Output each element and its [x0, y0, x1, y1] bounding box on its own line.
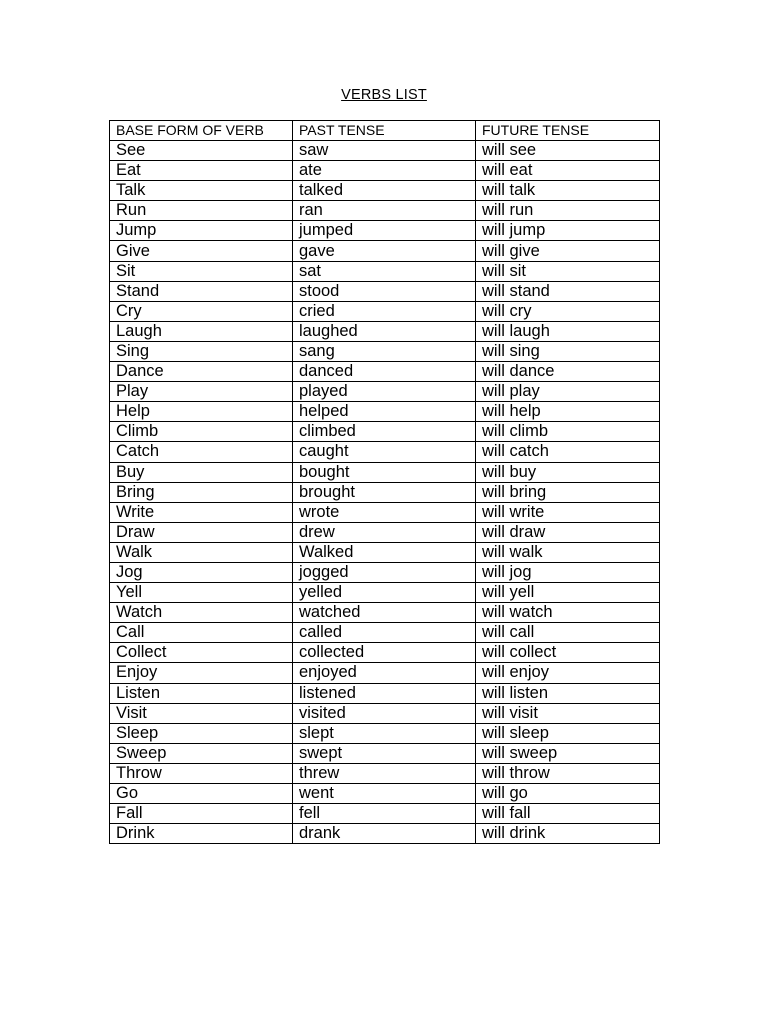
- past-tense-cell: yelled: [293, 583, 476, 603]
- past-tense-cell: gave: [293, 241, 476, 261]
- past-tense-cell: ran: [293, 201, 476, 221]
- past-tense-cell: slept: [293, 723, 476, 743]
- future-tense-cell: will go: [476, 784, 660, 804]
- past-tense-cell: played: [293, 382, 476, 402]
- future-tense-cell: will sit: [476, 261, 660, 281]
- future-tense-cell: will help: [476, 402, 660, 422]
- column-header-base-form: BASE FORM OF VERB: [110, 121, 293, 141]
- past-tense-cell: caught: [293, 442, 476, 462]
- future-tense-cell: will throw: [476, 763, 660, 783]
- base-form-cell: Dance: [110, 362, 293, 382]
- base-form-cell: Sweep: [110, 743, 293, 763]
- column-header-past-tense: PAST TENSE: [293, 121, 476, 141]
- table-row: [110, 683, 660, 703]
- future-tense-cell: will watch: [476, 603, 660, 623]
- table-row: [110, 241, 660, 261]
- future-tense-cell: will draw: [476, 522, 660, 542]
- table-row: [110, 562, 660, 582]
- base-form-cell: Throw: [110, 763, 293, 783]
- past-tense-cell: wrote: [293, 502, 476, 522]
- table-row: [110, 261, 660, 281]
- table-row: [110, 402, 660, 422]
- future-tense-cell: will jog: [476, 562, 660, 582]
- base-form-cell: Drink: [110, 824, 293, 844]
- base-form-cell: Play: [110, 382, 293, 402]
- table-row: [110, 643, 660, 663]
- table-row: [110, 763, 660, 783]
- past-tense-cell: saw: [293, 141, 476, 161]
- past-tense-cell: helped: [293, 402, 476, 422]
- table-row: [110, 663, 660, 683]
- base-form-cell: Visit: [110, 703, 293, 723]
- table-row: [110, 442, 660, 462]
- past-tense-cell: danced: [293, 362, 476, 382]
- base-form-cell: See: [110, 141, 293, 161]
- base-form-cell: Run: [110, 201, 293, 221]
- table-row: [110, 743, 660, 763]
- base-form-cell: Go: [110, 784, 293, 804]
- base-form-cell: Bring: [110, 482, 293, 502]
- future-tense-cell: will see: [476, 141, 660, 161]
- past-tense-cell: brought: [293, 482, 476, 502]
- future-tense-cell: will eat: [476, 161, 660, 181]
- past-tense-cell: sat: [293, 261, 476, 281]
- column-header-future-tense: FUTURE TENSE: [476, 121, 660, 141]
- future-tense-cell: will call: [476, 623, 660, 643]
- table-row: [110, 583, 660, 603]
- past-tense-cell: went: [293, 784, 476, 804]
- base-form-cell: Call: [110, 623, 293, 643]
- base-form-cell: Eat: [110, 161, 293, 181]
- base-form-cell: Sit: [110, 261, 293, 281]
- base-form-cell: Buy: [110, 462, 293, 482]
- verbs-table-body: [110, 141, 660, 844]
- future-tense-cell: will sleep: [476, 723, 660, 743]
- base-form-cell: Talk: [110, 181, 293, 201]
- future-tense-cell: will write: [476, 502, 660, 522]
- future-tense-cell: will jump: [476, 221, 660, 241]
- table-row: [110, 502, 660, 522]
- future-tense-cell: will fall: [476, 804, 660, 824]
- future-tense-cell: will collect: [476, 643, 660, 663]
- future-tense-cell: will sing: [476, 341, 660, 361]
- table-row: [110, 703, 660, 723]
- past-tense-cell: listened: [293, 683, 476, 703]
- past-tense-cell: threw: [293, 763, 476, 783]
- past-tense-cell: stood: [293, 281, 476, 301]
- table-row: [110, 341, 660, 361]
- past-tense-cell: drank: [293, 824, 476, 844]
- base-form-cell: Draw: [110, 522, 293, 542]
- past-tense-cell: called: [293, 623, 476, 643]
- table-row: [110, 462, 660, 482]
- future-tense-cell: will give: [476, 241, 660, 261]
- verbs-table: [109, 120, 660, 844]
- base-form-cell: Give: [110, 241, 293, 261]
- future-tense-cell: will yell: [476, 583, 660, 603]
- future-tense-cell: will drink: [476, 824, 660, 844]
- future-tense-cell: will catch: [476, 442, 660, 462]
- table-row: [110, 221, 660, 241]
- past-tense-cell: drew: [293, 522, 476, 542]
- future-tense-cell: will walk: [476, 542, 660, 562]
- past-tense-cell: swept: [293, 743, 476, 763]
- past-tense-cell: watched: [293, 603, 476, 623]
- base-form-cell: Laugh: [110, 321, 293, 341]
- table-row: [110, 382, 660, 402]
- past-tense-cell: visited: [293, 703, 476, 723]
- base-form-cell: Yell: [110, 583, 293, 603]
- past-tense-cell: collected: [293, 643, 476, 663]
- table-row: [110, 362, 660, 382]
- base-form-cell: Collect: [110, 643, 293, 663]
- future-tense-cell: will laugh: [476, 321, 660, 341]
- past-tense-cell: talked: [293, 181, 476, 201]
- base-form-cell: Enjoy: [110, 663, 293, 683]
- document-title: VERBS LIST: [341, 87, 427, 103]
- future-tense-cell: will climb: [476, 422, 660, 442]
- future-tense-cell: will sweep: [476, 743, 660, 763]
- future-tense-cell: will play: [476, 382, 660, 402]
- past-tense-cell: laughed: [293, 321, 476, 341]
- future-tense-cell: will buy: [476, 462, 660, 482]
- table-row: [110, 542, 660, 562]
- table-row: [110, 141, 660, 161]
- table-row: [110, 482, 660, 502]
- future-tense-cell: will cry: [476, 301, 660, 321]
- future-tense-cell: will enjoy: [476, 663, 660, 683]
- table-row: [110, 161, 660, 181]
- table-row: [110, 784, 660, 804]
- table-header-row: [110, 121, 660, 141]
- table-row: [110, 824, 660, 844]
- past-tense-cell: jumped: [293, 221, 476, 241]
- table-row: [110, 623, 660, 643]
- past-tense-cell: enjoyed: [293, 663, 476, 683]
- base-form-cell: Jump: [110, 221, 293, 241]
- past-tense-cell: ate: [293, 161, 476, 181]
- past-tense-cell: fell: [293, 804, 476, 824]
- past-tense-cell: sang: [293, 341, 476, 361]
- base-form-cell: Write: [110, 502, 293, 522]
- base-form-cell: Watch: [110, 603, 293, 623]
- future-tense-cell: will bring: [476, 482, 660, 502]
- base-form-cell: Listen: [110, 683, 293, 703]
- future-tense-cell: will listen: [476, 683, 660, 703]
- table-row: [110, 804, 660, 824]
- past-tense-cell: jogged: [293, 562, 476, 582]
- table-row: [110, 603, 660, 623]
- base-form-cell: Sing: [110, 341, 293, 361]
- future-tense-cell: will visit: [476, 703, 660, 723]
- base-form-cell: Cry: [110, 301, 293, 321]
- future-tense-cell: will run: [476, 201, 660, 221]
- base-form-cell: Fall: [110, 804, 293, 824]
- table-row: [110, 522, 660, 542]
- base-form-cell: Catch: [110, 442, 293, 462]
- table-row: [110, 723, 660, 743]
- base-form-cell: Walk: [110, 542, 293, 562]
- future-tense-cell: will dance: [476, 362, 660, 382]
- base-form-cell: Climb: [110, 422, 293, 442]
- base-form-cell: Stand: [110, 281, 293, 301]
- past-tense-cell: cried: [293, 301, 476, 321]
- table-row: [110, 422, 660, 442]
- past-tense-cell: bought: [293, 462, 476, 482]
- table-row: [110, 301, 660, 321]
- table-row: [110, 281, 660, 301]
- table-row: [110, 181, 660, 201]
- table-row: [110, 201, 660, 221]
- past-tense-cell: Walked: [293, 542, 476, 562]
- future-tense-cell: will stand: [476, 281, 660, 301]
- base-form-cell: Help: [110, 402, 293, 422]
- past-tense-cell: climbed: [293, 422, 476, 442]
- base-form-cell: Jog: [110, 562, 293, 582]
- table-row: [110, 321, 660, 341]
- future-tense-cell: will talk: [476, 181, 660, 201]
- base-form-cell: Sleep: [110, 723, 293, 743]
